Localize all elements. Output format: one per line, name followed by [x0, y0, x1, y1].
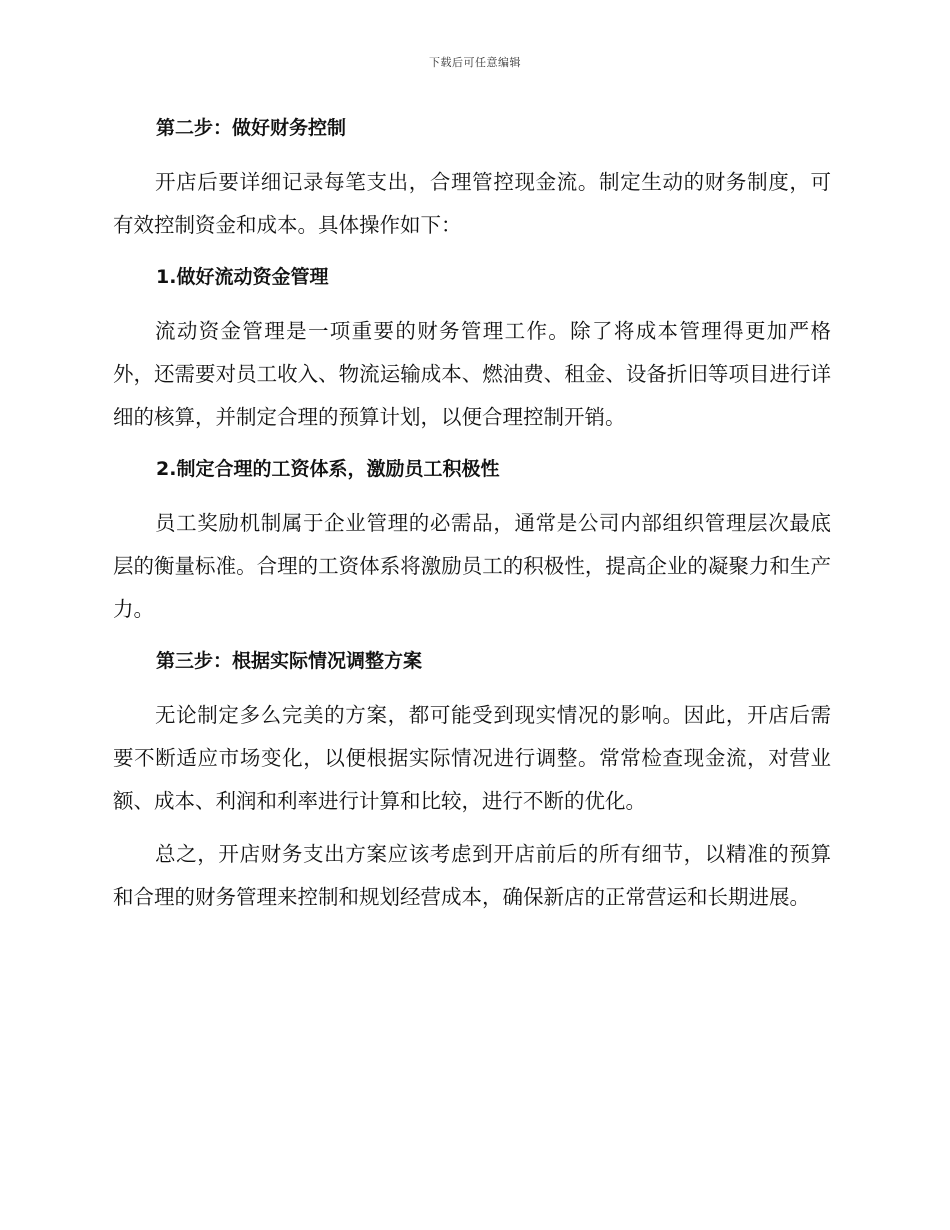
section-heading-step-three: 第三步：根据实际情况调整方案 — [156, 650, 423, 672]
paragraph-salary-system: 员工奖励机制属于企业管理的必需品，通常是公司内部组织管理层次最底层的衡量标准。合理的工资体系将激励员工的积极性，提高企业的凝聚力和生产力。 — [113, 511, 831, 621]
subheading-working-capital: 1.做好流动资金管理 — [156, 266, 329, 288]
paragraph-conclusion: 总之，开店财务支出方案应该考虑到开店前后的所有细节，以精准的预算和合理的财务管理来控制和规划经营成本，确保新店的正常营运和长期进展。 — [113, 842, 831, 909]
section-heading-step-two: 第二步：做好财务控制 — [156, 117, 347, 139]
subheading-salary-system: 2.制定合理的工资体系，激励员工积极性 — [156, 458, 500, 480]
paragraph-working-capital: 流动资金管理是一项重要的财务管理工作。除了将成本管理得更加严格外，还需要对员工收入、物流运输成本、燃油费、租金、设备折旧等项目进行详细的核算，并制定合理的预算计划，以便合理控制开销。 — [113, 319, 831, 429]
paragraph-adjust-plan: 无论制定多么完美的方案，都可能受到现实情况的影响。因此，开店后需要不断适应市场变化，以便根据实际情况进行调整。常常检查现金流，对营业额、成本、利润和利率进行计算和比较，进行不断的优化。 — [113, 703, 831, 813]
document-body — [113, 108, 831, 929]
paragraph-financial-control-intro: 开店后要详细记录每笔支出，合理管控现金流。制定生动的财务制度，可有效控制资金和成本。具体操作如下： — [113, 170, 831, 237]
page-header: 下载后可任意编辑 — [429, 56, 521, 69]
